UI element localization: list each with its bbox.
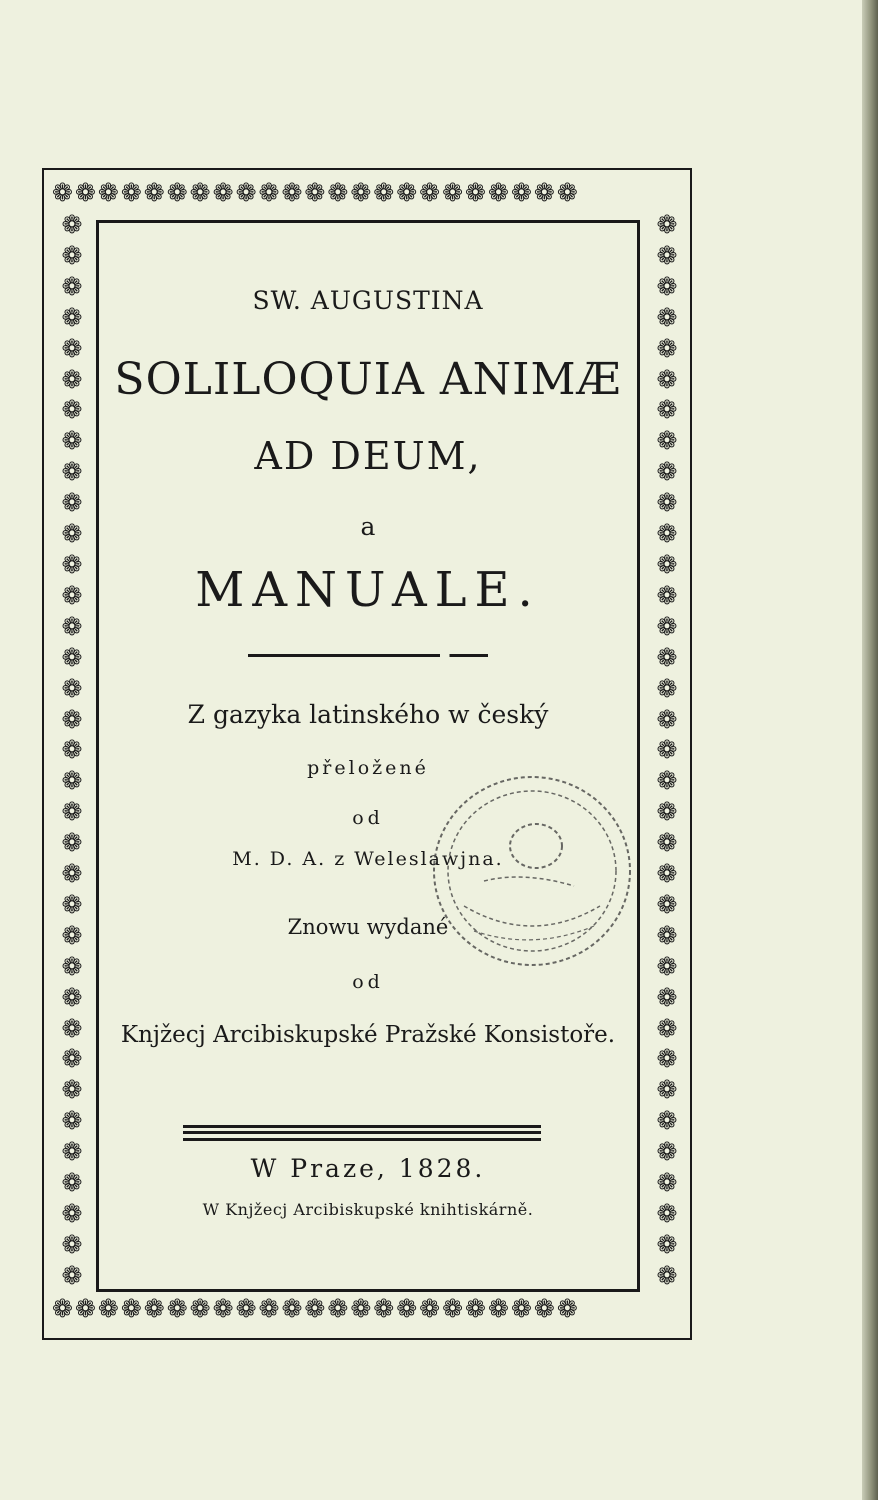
imprint-place-year: W Praze, 1828. xyxy=(250,1154,486,1183)
translator-name: M. D. A. z Weleslawjna. xyxy=(232,848,504,870)
title-line-2: AD DEUM, xyxy=(254,434,482,478)
ornament-border-bottom: ❁❁❁❁❁❁❁❁❁❁❁❁❁❁❁❁❁❁❁❁❁❁❁ xyxy=(52,1294,580,1323)
title-line-3: MANUALE. xyxy=(195,562,541,618)
author-line: SW. AUGUSTINA xyxy=(252,286,484,315)
library-stamp-icon xyxy=(424,766,640,976)
divider-rule xyxy=(248,654,488,657)
translation-line-2: přeložené xyxy=(307,757,429,779)
imprint-printer: W Knjžecj Arcibiskupské knihtiskárně. xyxy=(202,1200,534,1219)
translation-line-1: Z gazyka latinského w český xyxy=(187,700,549,729)
edition-line-2: od xyxy=(352,971,384,993)
edition-line-1: Znowu wydané xyxy=(287,915,449,939)
ornament-border-left: ❁ ❁ ❁ ❁ ❁ ❁ ❁ ❁ ❁ ❁ ❁ ❁ ❁ ❁ ❁ ❁ ❁ ❁ ❁ ❁ ❁ ❁ ❁ ❁ ❁ ❁ ❁ ❁ ❁ ❁ ❁ ❁ ❁ ❁ ❁ xyxy=(61,210,83,1290)
conjunction: a xyxy=(360,512,376,541)
translation-line-3: od xyxy=(352,807,384,829)
double-rule xyxy=(183,1125,541,1141)
title-line-1: SOLILOQUIA ANIMÆ xyxy=(114,354,622,405)
ornament-border-top: ❁❁❁❁❁❁❁❁❁❁❁❁❁❁❁❁❁❁❁❁❁❁❁ xyxy=(52,178,580,207)
book-spine-edge xyxy=(862,0,878,1500)
publisher-body: Knjžecj Arcibiskupské Pražské Konsistoře. xyxy=(120,1022,616,1048)
ornament-border-right: ❁ ❁ ❁ ❁ ❁ ❁ ❁ ❁ ❁ ❁ ❁ ❁ ❁ ❁ ❁ ❁ ❁ ❁ ❁ ❁ ❁ ❁ ❁ ❁ ❁ ❁ ❁ ❁ ❁ ❁ ❁ ❁ ❁ ❁ ❁ xyxy=(656,210,678,1290)
